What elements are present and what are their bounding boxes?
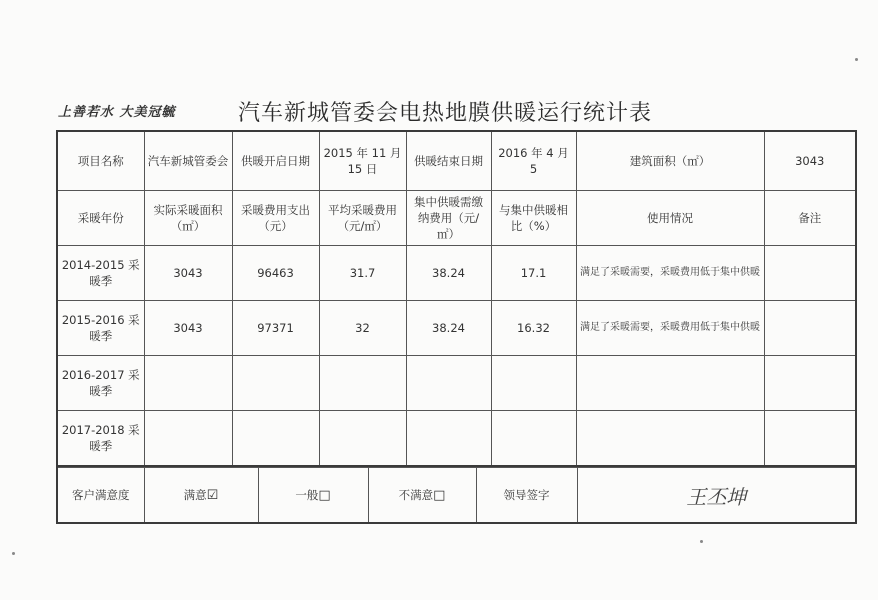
checked-box-icon: ☑ (206, 488, 219, 503)
cell-avg (319, 411, 406, 467)
end-date-value: 2016 年 4 月 5 (491, 131, 576, 191)
option-satisfied (144, 468, 258, 524)
cell-cost: 97371 (232, 301, 319, 356)
project-value: 汽车新城管委会 (144, 131, 232, 191)
col-ratio: 与集中供暖相比（%） (491, 191, 576, 246)
scan-speck (700, 540, 703, 543)
info-row (57, 131, 856, 191)
satisfaction-table (56, 467, 857, 524)
table-row (57, 356, 856, 411)
option-unsatisfied (368, 468, 476, 524)
cell-note (764, 246, 856, 301)
cell-year: 2016-2017 采暖季 (57, 356, 144, 411)
col-avg: 平均采暖费用（元/㎡） (319, 191, 406, 246)
cell-usage: 满足了采暖需要，采暖费用低于集中供暖 (576, 301, 764, 356)
col-cost: 采暖费用支出（元） (232, 191, 319, 246)
option-average-label: 一般 (295, 488, 319, 502)
cell-usage: 满足了采暖需要，采暖费用低于集中供暖 (576, 246, 764, 301)
leader-sign-label: 领导签字 (476, 468, 577, 524)
cell-ratio: 17.1 (491, 246, 576, 301)
cell-area: 3043 (144, 301, 232, 356)
table-row (57, 301, 856, 356)
end-date-label: 供暖结束日期 (406, 131, 491, 191)
cell-year: 2015-2016 采暖季 (57, 301, 144, 356)
col-note: 备注 (764, 191, 856, 246)
cell-ratio (491, 356, 576, 411)
cell-year: 2014-2015 采暖季 (57, 246, 144, 301)
project-label: 项目名称 (57, 131, 144, 191)
cell-note (764, 301, 856, 356)
start-date-label: 供暖开启日期 (232, 131, 319, 191)
col-central: 集中供暖需缴纳费用（元/㎡） (406, 191, 491, 246)
table-row (57, 246, 856, 301)
empty-box-icon: □ (433, 488, 446, 503)
cell-ratio (491, 411, 576, 467)
empty-box-icon: □ (318, 488, 331, 503)
cell-avg: 31.7 (319, 246, 406, 301)
signature-cell (577, 468, 856, 524)
column-header-row (57, 191, 856, 246)
scan-speck (12, 552, 15, 555)
document-title: 汽车新城管委会电热地膜供暖运行统计表 (238, 101, 653, 126)
cell-avg: 32 (319, 301, 406, 356)
cell-note (764, 356, 856, 411)
cell-ratio: 16.32 (491, 301, 576, 356)
cell-central: 38.24 (406, 246, 491, 301)
satisfaction-row (57, 468, 856, 524)
cell-area (144, 411, 232, 467)
option-satisfied-label: 满意 (183, 488, 207, 502)
cell-cost (232, 356, 319, 411)
col-usage: 使用情况 (576, 191, 764, 246)
start-date-value: 2015 年 11 月 15 日 (319, 131, 406, 191)
cell-central (406, 356, 491, 411)
cell-year: 2017-2018 采暖季 (57, 411, 144, 467)
satisfaction-label: 客户满意度 (57, 468, 144, 524)
option-unsatisfied-label: 不满意 (398, 488, 434, 502)
option-average (258, 468, 368, 524)
cell-cost: 96463 (232, 246, 319, 301)
motto: 上善若水 大美冠毓 (58, 105, 176, 120)
area-label: 建筑面积（㎡） (576, 131, 764, 191)
cell-central (406, 411, 491, 467)
col-area: 实际采暖面积（㎡） (144, 191, 232, 246)
col-year: 采暖年份 (57, 191, 144, 246)
handwritten-signature: 王丕坤 (686, 484, 747, 509)
cell-usage (576, 411, 764, 467)
cell-avg (319, 356, 406, 411)
cell-note (764, 411, 856, 467)
statistics-table (56, 130, 857, 467)
cell-area (144, 356, 232, 411)
area-value: 3043 (764, 131, 856, 191)
cell-central: 38.24 (406, 301, 491, 356)
cell-usage (576, 356, 764, 411)
scan-speck (855, 58, 858, 61)
cell-area: 3043 (144, 246, 232, 301)
cell-cost (232, 411, 319, 467)
table-row (57, 411, 856, 467)
